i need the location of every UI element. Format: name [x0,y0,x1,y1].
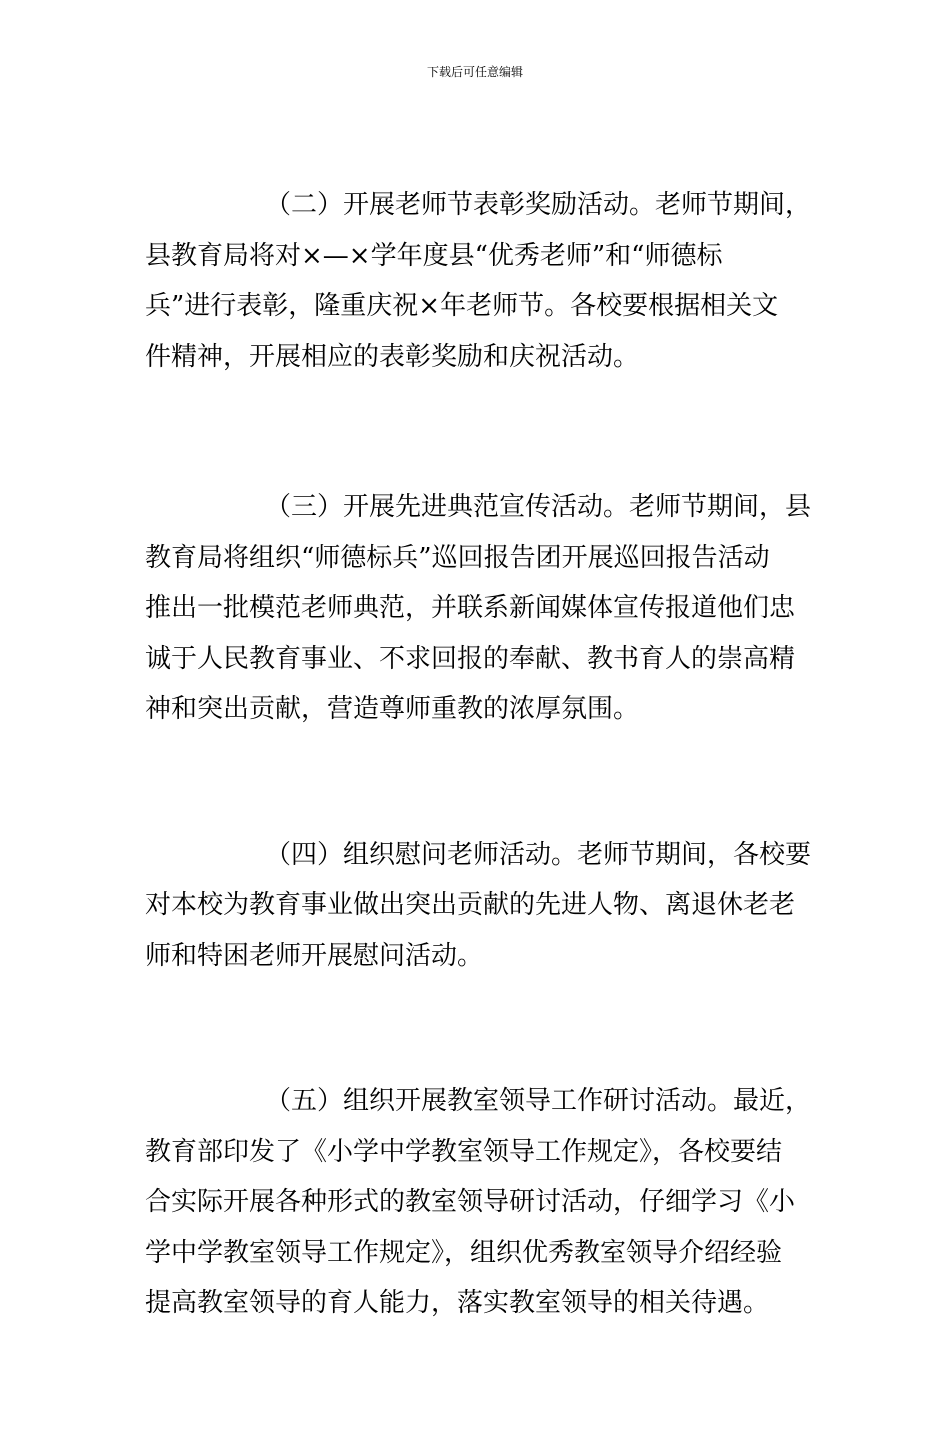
paragraph-line: 兵”进行表彰，隆重庆祝×年老师节。各校要根据相关文 [145,291,779,321]
paragraph-line: 学中学教室领导工作规定》，组织优秀教室领导介绍经验 [145,1237,783,1268]
paragraph-2 [145,180,812,382]
paragraph-line: （四）组织慰问老师活动。老师节期间，各校要 [265,839,812,870]
paragraph-line: 对本校为教育事业做出突出贡献的先进人物、离退休老老 [145,890,796,920]
paragraph-line: 件精神，开展相应的表彰奖励和庆祝活动。 [145,341,640,372]
page-header: 下载后可任意编辑 [426,65,523,79]
paragraph-line: （五）组织开展教室领导工作研讨活动。最近， [265,1086,812,1116]
paragraph-line: 师和特困老师开展慰问活动。 [145,940,484,971]
paragraph-line: 教育部印发了《小学中学教室领导工作规定》，各校要结 [145,1136,783,1167]
paragraph-line: 县教育局将对×—×学年度县“优秀老师”和“师德标 [145,240,723,271]
paragraph-line: 教育局将组织“师德标兵”巡回报告团开展巡回报告活动 [145,542,770,573]
paragraph-line: （二）开展老师节表彰奖励活动。老师节期间， [265,190,812,220]
document-body [145,180,812,1429]
paragraph-5 [145,1076,812,1329]
paragraph-line: 推出一批模范老师典范，并联系新闻媒体宣传报道他们忠 [145,593,796,623]
paragraph-line: 合实际开展各种形式的教室领导研讨活动，仔细学习《小 [145,1187,796,1217]
paragraph-line: 神和突出贡献，营造尊师重教的浓厚氛围。 [145,694,640,724]
paragraph-line: 提高教室领导的育人能力，落实教室领导的相关待遇。 [145,1288,770,1318]
paragraph-4 [145,830,812,982]
paragraph-line: （三）开展先进典范宣传活动。老师节期间，县 [265,492,812,522]
paragraph-line: 诚于人民教育事业、不求回报的奉献、教书育人的崇高精 [145,643,796,674]
paragraph-3 [145,482,812,735]
